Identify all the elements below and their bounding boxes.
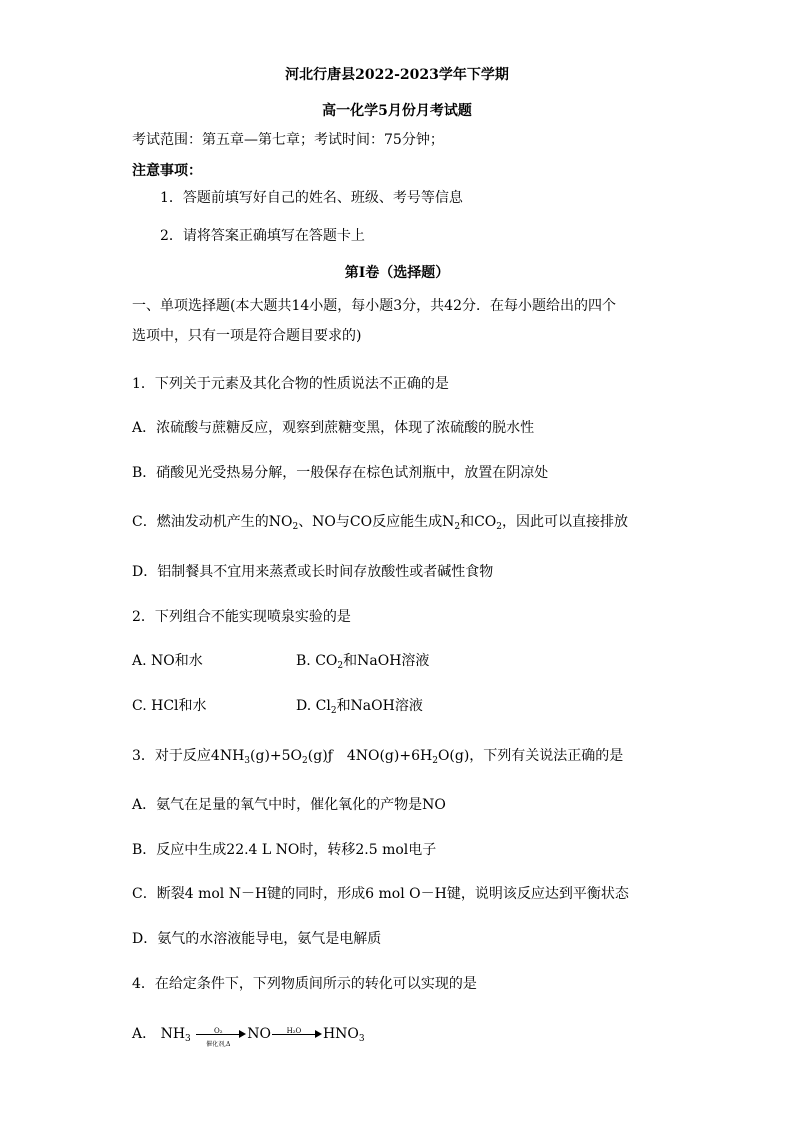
notes-title: 注意事项： [132,163,202,179]
q1-option-c [132,513,628,531]
note-2: 2．请将答案正确填写在答题卡上 [160,228,365,244]
note-1: 1．答题前填写好自己的姓名、班级、考号等信息 [160,190,463,206]
section-title: 第I卷（选择题） [344,265,450,281]
q4-a-label: A． [132,1026,157,1042]
exam-title: 河北行唐县2022-2023学年下学期 [285,67,509,83]
q1-c-text-3: 和CO [460,514,497,530]
q1-c-text-2: 、NO与CO反应能生成N [298,514,455,530]
q2-b-text-2: 和NaOH溶液 [343,653,430,669]
reaction-arrow-icon [196,1026,246,1048]
section-intro-line1: 一、单项选择题(本大题共14小题，每小题3分，共42分．在每小题给出的四个 [132,298,616,314]
q1-c-text-4: ，因此可以直接排放 [502,514,629,530]
arrow1-top-label: O₂ [213,1027,223,1035]
exam-subtitle: 高一化学5月份月考试题 [322,103,472,119]
q4-a-no: NO [247,1026,271,1042]
q2-d-text-1: D. Cl [296,698,331,714]
q2-stem: 2．下列组合不能实现喷泉实验的是 [132,609,351,625]
q1-stem: 1．下列关于元素及其化合物的性质说法不正确的是 [132,376,449,392]
q1-c-sub-2: 2 [454,522,461,532]
q2-option-b [296,652,429,670]
q3-stem-sub-1: 3 [244,756,251,766]
arrow2-line [272,1034,316,1035]
q4-a-nh-sub: 3 [185,1034,191,1044]
arrow1-line [196,1034,240,1035]
arrow2-top-label: H₂O [286,1027,302,1035]
q2-option-d [296,697,423,715]
q3-option-b: B．反应中生成22.4 L NO时，转移2.5 mol电子 [132,842,437,858]
q2-b-text-1: B. CO [296,653,338,669]
q2-d-text-2: 和NaOH溶液 [336,698,423,714]
q4-a-nh-text: NH [160,1026,186,1042]
q1-option-d: D．铝制餐具不宜用来蒸煮或长时间存放酸性或者碱性食物 [132,564,494,580]
q1-option-a: A．浓硫酸与蔗糖反应，观察到蔗糖变黑，体现了浓硫酸的脱水性 [132,420,535,436]
q3-option-a: A．氨气在足量的氧气中时，催化氧化的产物是NO [132,797,446,813]
q4-a-hno3 [323,1026,365,1042]
exam-scope: 考试范围：第五章—第七章；考试时间：75分钟； [132,132,444,148]
reaction-arrow-icon-2 [272,1026,322,1040]
q3-stem-text-4: O(g)，下列有关说法正确的是 [437,748,624,764]
q2-option-a: A. NO和水 [132,653,203,669]
q3-option-c: C．断裂4 mol N－H键的同时，形成6 mol O－H键，说明该反应达到平衡状态 [132,886,629,902]
q3-stem-text-3: (g)ƒ 4NO(g)+6H [307,748,433,764]
q4-a-hno-sub: 3 [358,1034,365,1044]
section-intro-line2: 选项中，只有一项是符合题目要求的) [132,328,362,344]
q1-option-b: B．硝酸见光受热易分解，一般保存在棕色试剂瓶中，放置在阴凉处 [132,465,549,481]
q4-a-hno-text: HNO [322,1026,359,1042]
q4-a-nh3 [161,1026,191,1042]
arrow2-head-icon [315,1030,322,1038]
q3-stem [132,747,623,765]
q3-stem-text-1: 3．对于反应4NH [132,748,245,764]
q1-c-sub-1: 2 [292,522,299,532]
q1-c-sub-3: 2 [496,522,503,532]
q2-d-sub: 2 [330,706,337,716]
q1-c-text-1: C．燃油发动机产生的NO [132,514,293,530]
q3-stem-text-2: (g)+5O [250,748,303,764]
q4-option-a [132,1025,365,1048]
q3-stem-sub-2: 2 [302,756,308,766]
arrow1-bottom-label: 催化剂,Δ [206,1041,231,1048]
arrow1-head-icon [239,1030,246,1038]
q4-stem: 4．在给定条件下，下列物质间所示的转化可以实现的是 [132,976,477,992]
q2-option-c: C. HCl和水 [132,698,207,714]
q3-stem-sub-3: 2 [432,756,438,766]
q3-option-d: D．氨气的水溶液能导电，氨气是电解质 [132,931,382,947]
q2-b-sub: 2 [337,661,344,671]
